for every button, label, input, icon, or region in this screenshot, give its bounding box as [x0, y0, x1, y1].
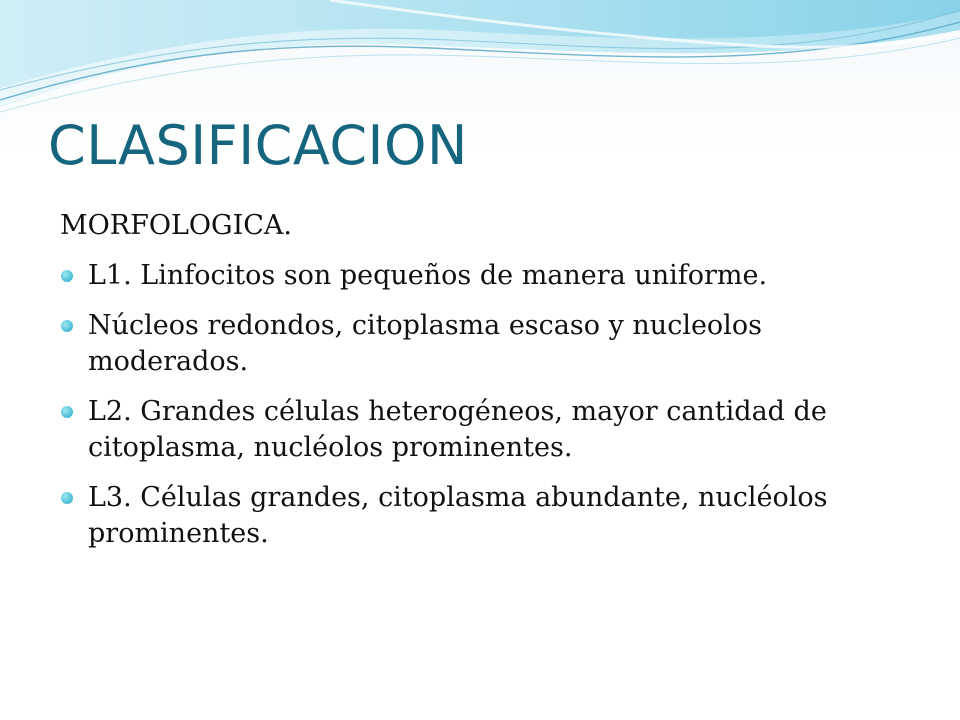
bullet-text: L1. Linfocitos son pequeños de manera uniforme.: [88, 260, 768, 291]
subheading: MORFOLOGICA.: [60, 210, 293, 241]
slide-title: CLASIFICACION: [48, 114, 468, 177]
list-item: [58, 258, 908, 294]
bullet-list: [58, 258, 908, 552]
bullet-text: L2. Grandes células heterogéneos, mayor cantidad de citoplasma, nucléolos prominentes.: [88, 396, 827, 463]
bullet-icon: [61, 406, 73, 418]
bullet-icon: [61, 492, 73, 504]
list-item: [58, 480, 908, 552]
wave-header-decoration: [0, 0, 960, 120]
bullet-text: L3. Células grandes, citoplasma abundante, nucléolos prominentes.: [88, 482, 828, 549]
list-item: [58, 394, 908, 466]
bullet-icon: [61, 320, 73, 332]
slide-content: [58, 208, 908, 566]
list-item: [58, 308, 908, 380]
bullet-text: Núcleos redondos, citoplasma escaso y nucleolos moderados.: [88, 310, 762, 377]
bullet-icon: [61, 270, 73, 282]
